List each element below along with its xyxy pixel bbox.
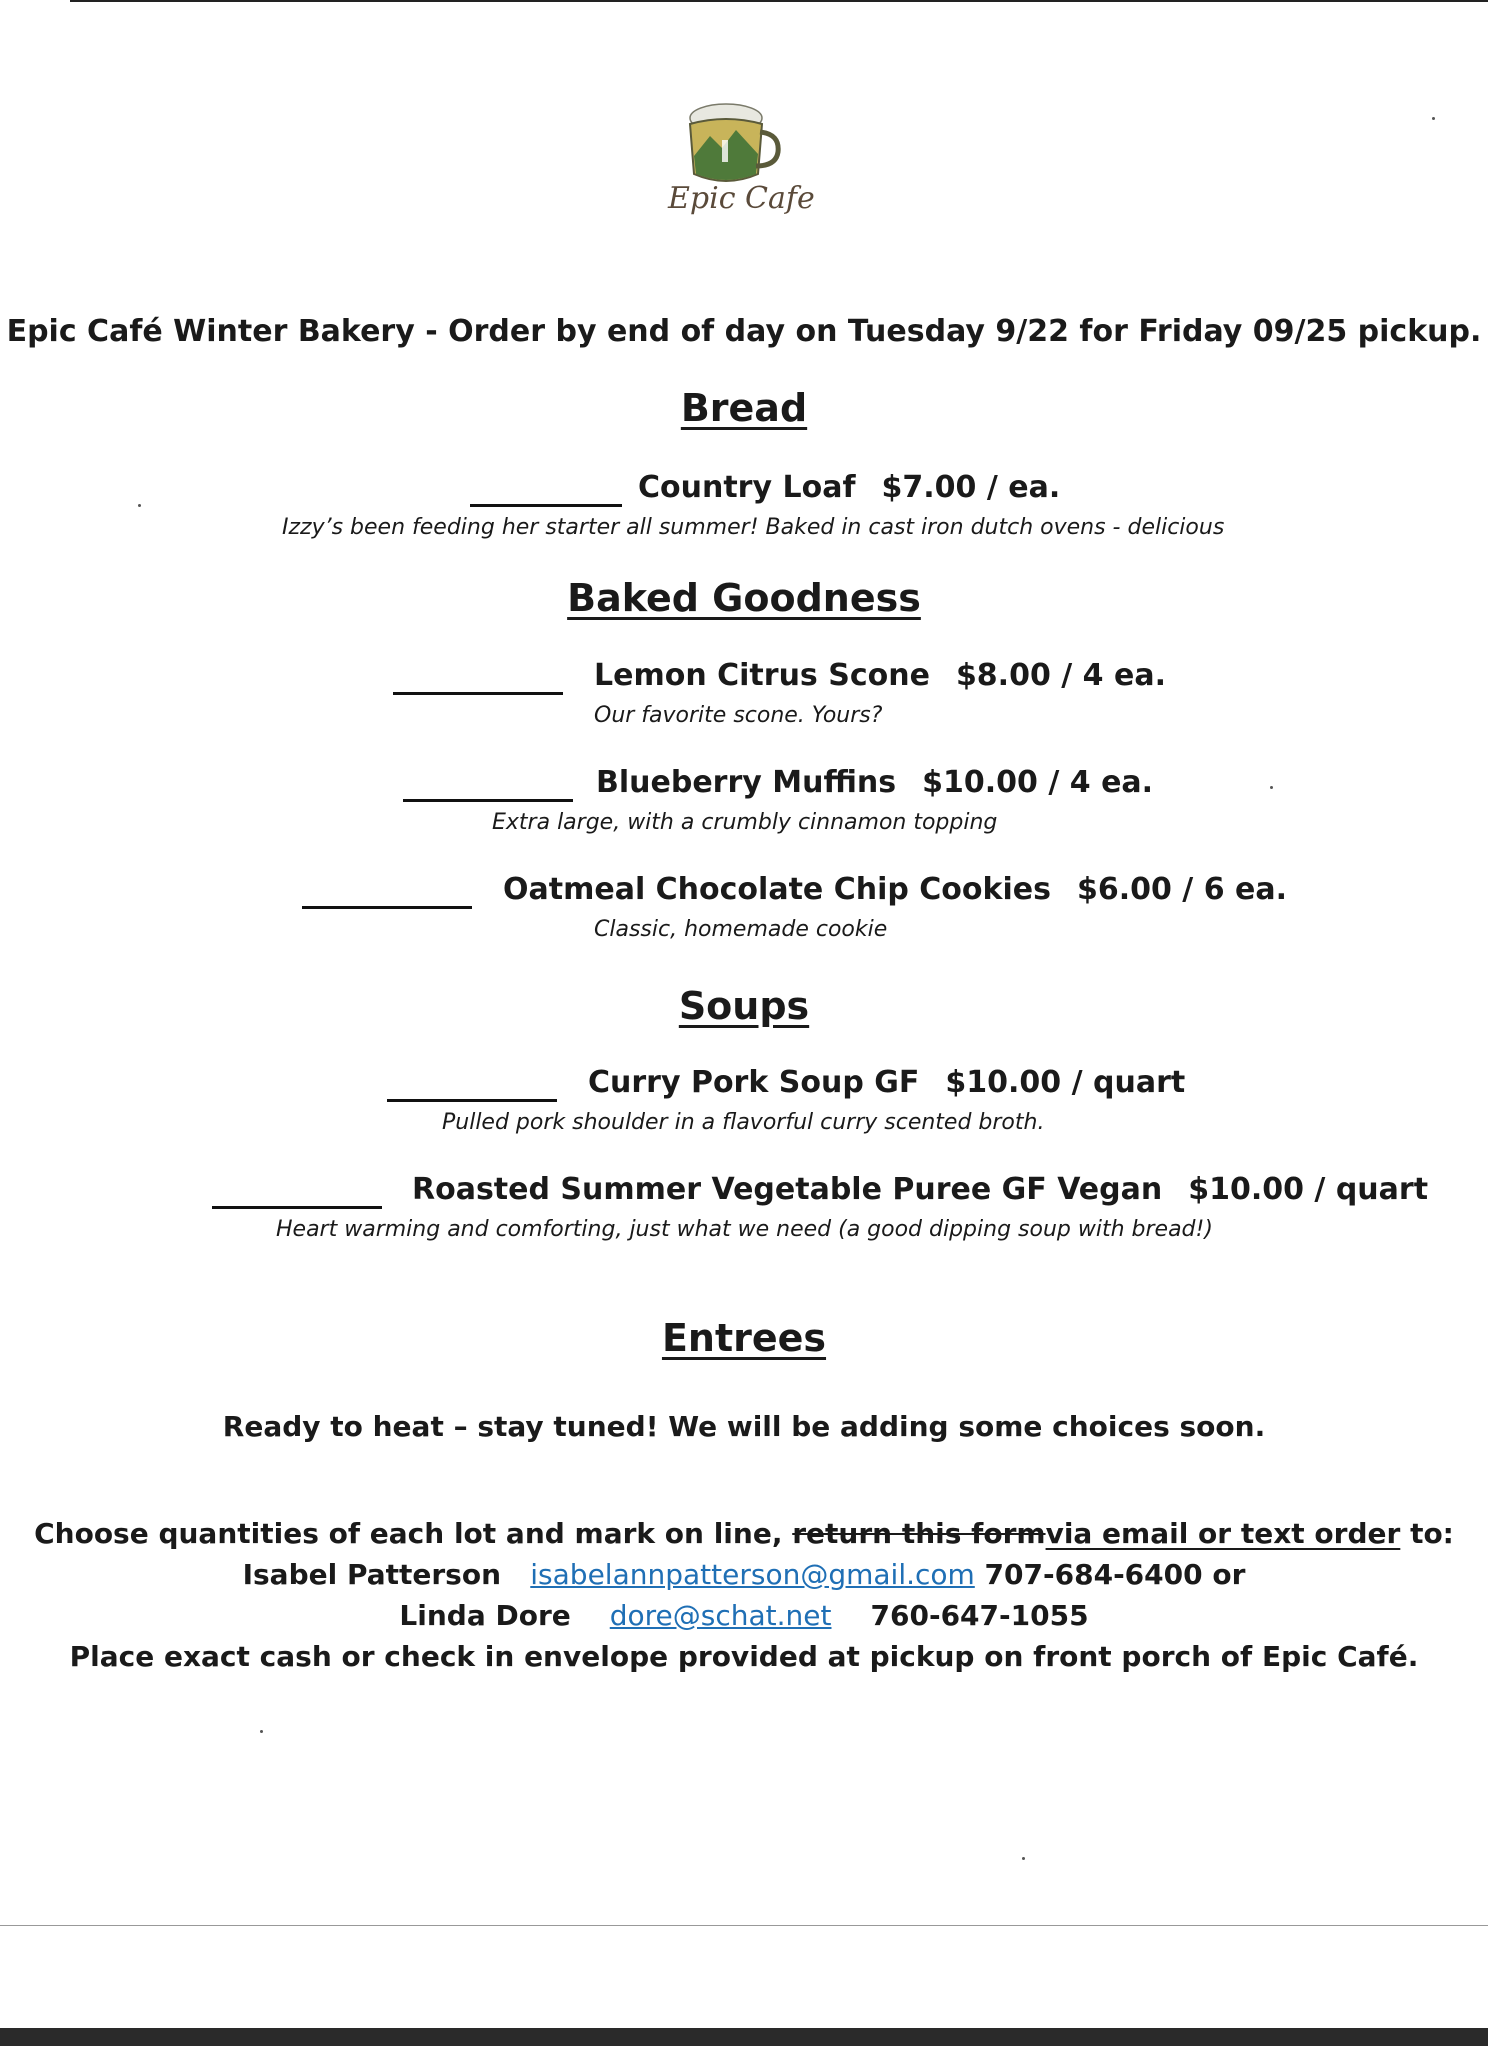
item-name: Lemon Citrus Scone [594,658,930,693]
contact-phone: 760-647-1055 [870,1599,1089,1632]
instructions-underlined: via email or text order [1045,1517,1401,1550]
section-title-soups: Soups [678,984,810,1028]
item-name: Roasted Summer Vegetable Puree GF Vegan [412,1172,1163,1207]
scan-fold-line [0,1925,1488,1926]
page-title: Epic Café Winter Bakery - Order by end of day on Tuesday 9/22 for Friday 09/25 pickup. [6,314,1482,349]
menu-item [588,1065,1185,1100]
instructions-struck: return this form [792,1517,1046,1550]
email-link[interactable]: dore@schat.net [609,1599,832,1632]
entrees-note: Ready to heat – stay tuned! We will be adding some choices soon. [222,1410,1266,1443]
scan-speck [1432,117,1435,120]
menu-item [594,658,1166,693]
quantity-line[interactable] [393,692,563,695]
item-price: $10.00 / 4 ea. [922,765,1154,800]
menu-item [503,872,1287,907]
item-name: Oatmeal Chocolate Chip Cookies [503,872,1051,907]
item-price: $7.00 / ea. [881,470,1061,505]
contact-name: Linda Dore [399,1599,571,1632]
scan-speck [138,504,141,507]
order-instructions [0,1517,1488,1550]
item-price: $6.00 / 6 ea. [1076,872,1288,907]
item-description: Classic, homemade cookie [594,917,888,942]
payment-note: Place exact cash or check in envelope provided at pickup on front porch of Epic Café. [69,1640,1419,1673]
scan-edge-bottom [0,2028,1488,2046]
item-price: $10.00 / quart [945,1065,1186,1100]
item-name: Blueberry Muffins [596,765,897,800]
item-description: Our favorite scone. Yours? [594,703,883,728]
contact-name: Isabel Patterson [242,1558,502,1591]
instructions-to: to: [1410,1517,1454,1550]
coffee-cup-mountain-logo [648,96,828,216]
item-name: Country Loaf [638,470,856,505]
menu-item [412,1172,1428,1207]
scan-edge-top [70,0,1488,2]
email-link[interactable]: isabelannpatterson@gmail.com [530,1558,975,1591]
item-price: $8.00 / 4 ea. [955,658,1166,693]
contact-phone: 707-684-6400 or [984,1558,1246,1591]
instructions-intro: Choose quantities of each lot and mark on line, [34,1517,783,1550]
scan-speck [260,1730,263,1733]
logo-wordmark: Epic Cafe [668,181,815,216]
scan-speck [1270,786,1273,789]
item-description: Izzy’s been feeding her starter all summer! Baked in cast iron dutch ovens - delicious [282,515,1225,540]
item-description: Extra large, with a crumbly cinnamon topping [492,810,998,835]
quantity-line[interactable] [302,906,472,909]
section-title-entrees: Entrees [661,1316,827,1360]
menu-item [596,765,1153,800]
menu-item [638,470,1060,505]
contact-linda [0,1599,1488,1632]
item-description: Pulled pork shoulder in a flavorful curry scented broth. [442,1110,1045,1135]
quantity-line[interactable] [387,1099,557,1102]
section-title-baked-goodness: Baked Goodness [567,576,921,620]
quantity-line[interactable] [470,504,622,507]
quantity-line[interactable] [212,1206,382,1209]
section-title-bread: Bread [680,386,808,430]
item-name: Curry Pork Soup GF [588,1065,920,1100]
contact-isabel [0,1558,1488,1591]
item-description: Heart warming and comforting, just what we need (a good dipping soup with bread!) [276,1217,1213,1242]
quantity-line[interactable] [403,799,573,802]
item-price: $10.00 / quart [1188,1172,1429,1207]
scan-speck [1022,1857,1025,1860]
